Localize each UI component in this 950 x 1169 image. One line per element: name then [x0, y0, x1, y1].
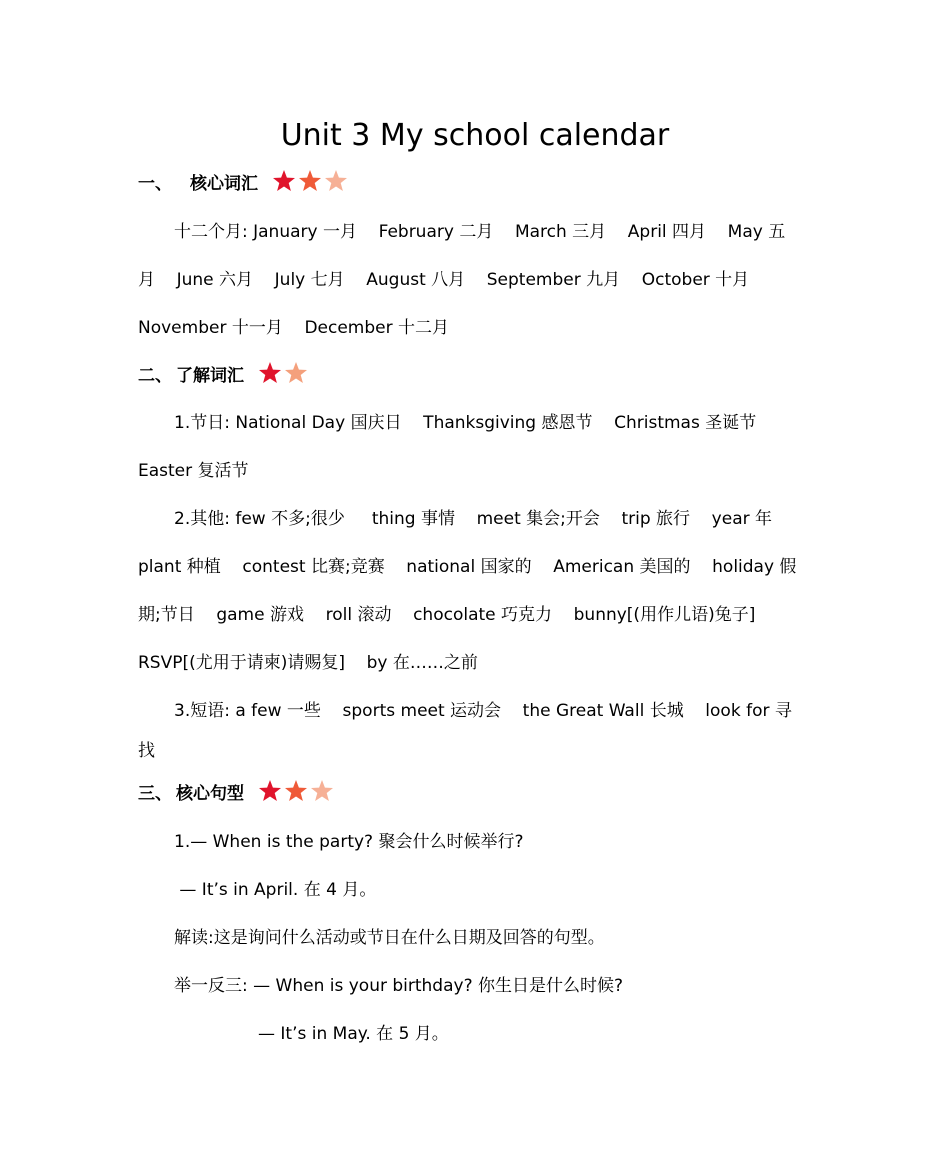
- section-number: 三、: [138, 784, 172, 804]
- section-heading-understanding-vocabulary: [138, 364, 310, 388]
- star-icon: [310, 779, 334, 803]
- page-title: Unit 3 My school calendar: [280, 118, 670, 153]
- text-line: 2.其他: few 不多;很少 thing 事情 meet 集会;开会 trip 旅行 year 年: [174, 509, 773, 529]
- difficulty-rating-2: [258, 361, 310, 385]
- section-heading-core-vocabulary: [138, 172, 350, 196]
- text-line: RSVP[(尤用于请柬)请赐复] by 在……之前: [138, 653, 478, 673]
- text-line: 1.节日: National Day 国庆日 Thanksgiving 感恩节 Christmas 圣诞节: [174, 413, 757, 433]
- difficulty-rating-3: [258, 779, 336, 803]
- text-line: 3.短语: a few 一些 sports meet 运动会 the Great Wall 长城 look for 寻: [174, 701, 792, 721]
- star-icon: [284, 361, 308, 385]
- section-number: 一、: [138, 174, 172, 194]
- text-line: plant 种植 contest 比赛;竞赛 national 国家的 American 美国的 holiday 假: [138, 557, 797, 577]
- star-icon: [324, 169, 348, 193]
- text-line: 找: [138, 741, 155, 761]
- text-line: 举一反三: — When is your birthday? 你生日是什么时候?: [174, 976, 624, 996]
- star-icon: [272, 169, 296, 193]
- text-line: 解读:这是询问什么活动或节日在什么日期及回答的句型。: [174, 928, 605, 948]
- section-heading-core-sentences: [138, 782, 336, 806]
- section-title: 核心句型: [176, 784, 244, 804]
- section-number: 二、: [138, 366, 172, 386]
- text-line: Easter 复活节: [138, 461, 249, 481]
- text-line: 月 June 六月 July 七月 August 八月 September 九月 October 十月: [138, 270, 750, 290]
- text-line: — It’s in May. 在 5 月。: [258, 1024, 449, 1044]
- text-line: November 十一月 December 十二月: [138, 318, 450, 338]
- section-title: 核心词汇: [190, 174, 258, 194]
- text-line: 十二个月: January 一月 February 二月 March 三月 April 四月 May 五: [174, 222, 786, 242]
- star-icon: [258, 779, 282, 803]
- text-line: — It’s in April. 在 4 月。: [174, 880, 377, 900]
- star-icon: [284, 779, 308, 803]
- text-line: 期;节日 game 游戏 roll 滚动 chocolate 巧克力 bunny[(用作儿语)兔子]: [138, 605, 756, 625]
- star-icon: [298, 169, 322, 193]
- star-icon: [258, 361, 282, 385]
- text-line: 1.— When is the party? 聚会什么时候举行?: [174, 832, 524, 852]
- difficulty-rating-3: [272, 169, 350, 193]
- section-title: 了解词汇: [176, 366, 244, 386]
